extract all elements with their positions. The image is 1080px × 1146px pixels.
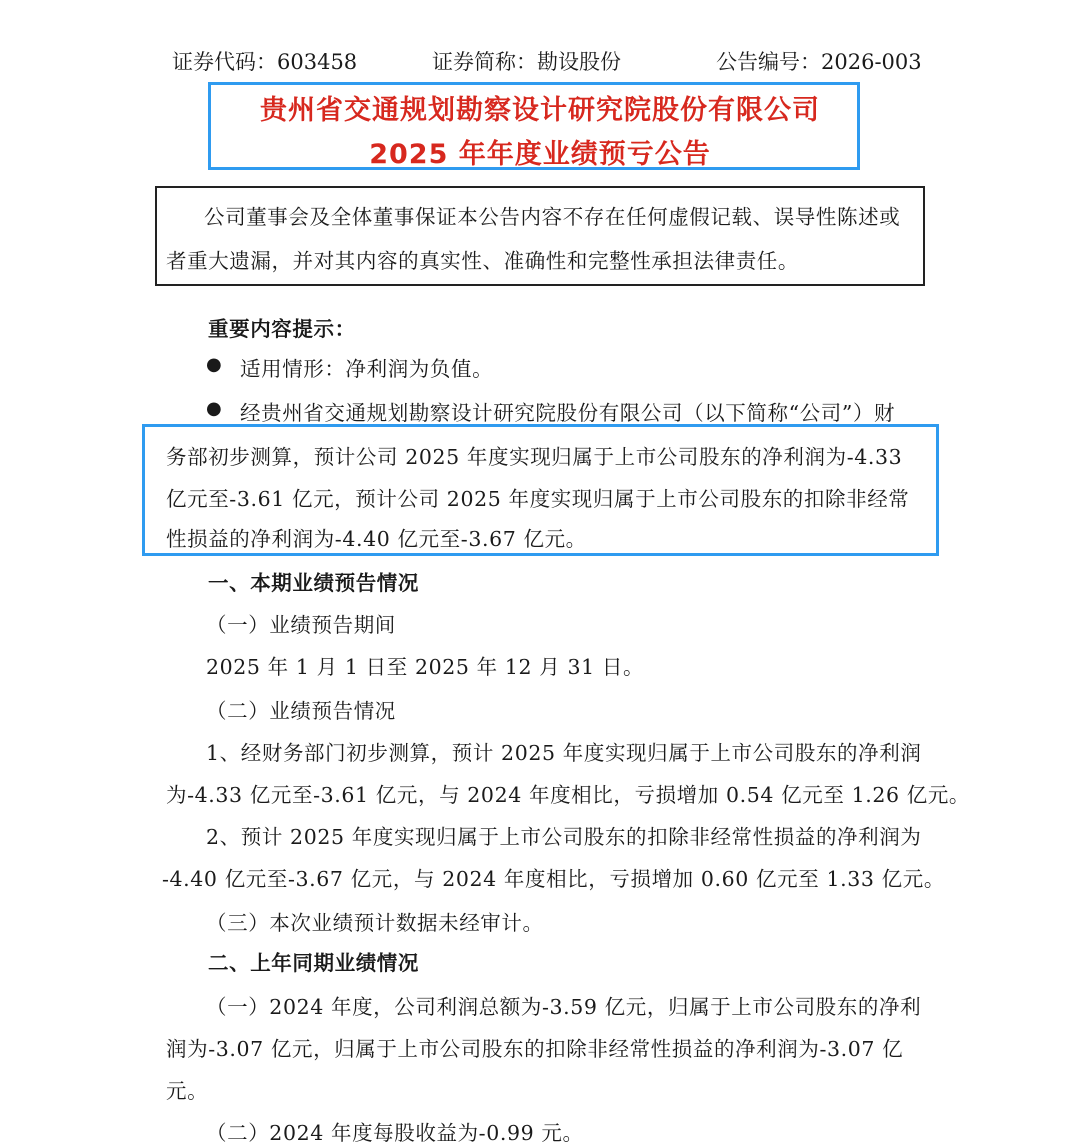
prior-p1-line2: 润为-3.07 亿元，归属于上市公司股东的扣除非经常性损益的净利润为-3.07 亿 xyxy=(166,1037,904,1061)
stock-code: 证券代码：603458 xyxy=(172,50,358,74)
forecast-p1-line1: 1、经财务部门初步测算，预计 2025 年度实现归属于上市公司股东的净利润 xyxy=(206,741,922,765)
prior-eps: （二）2024 年度每股收益为-0.99 元。 xyxy=(206,1121,584,1145)
bullet-icon: ● xyxy=(206,354,222,375)
forecast-p2-line2: -4.40 亿元至-3.67 亿元，与 2024 年度相比，亏损增加 0.60 亿元至 1.33 亿元。 xyxy=(162,867,945,891)
forecast-p2-line1: 2、预计 2025 年度实现归属于上市公司股东的扣除非经常性损益的净利润为 xyxy=(206,825,922,849)
section1-sub2: （二）业绩预告情况 xyxy=(206,699,396,723)
highlight-item-2-line2: 务部初步测算，预计公司 2025 年度实现归属于上市公司股东的净利润为-4.33 xyxy=(166,445,903,469)
prior-p1-line3: 元。 xyxy=(166,1079,209,1103)
highlight-item-1: 适用情形：净利润为负值。 xyxy=(240,357,494,381)
company-title: 贵州省交通规划勘察设计研究院股份有限公司 xyxy=(260,95,820,126)
highlights-heading: 重要内容提示： xyxy=(208,317,356,341)
section2-heading: 二、上年同期业绩情况 xyxy=(208,951,419,975)
section1-heading: 一、本期业绩预告情况 xyxy=(208,571,419,595)
board-statement-line2: 者重大遗漏，并对其内容的真实性、准确性和完整性承担法律责任。 xyxy=(166,249,799,273)
prior-p1-line1: （一）2024 年度，公司利润总额为-3.59 亿元，归属于上市公司股东的净利 xyxy=(206,995,922,1019)
section1-sub1: （一）业绩预告期间 xyxy=(206,613,396,637)
forecast-period: 2025 年 1 月 1 日至 2025 年 12 月 31 日。 xyxy=(206,655,645,679)
highlight-item-2-line1: 经贵州省交通规划勘察设计研究院股份有限公司（以下简称“公司”）财 xyxy=(240,401,896,425)
section1-sub3: （三）本次业绩预计数据未经审计。 xyxy=(206,911,544,935)
board-statement-line1: 公司董事会及全体董事保证本公告内容不存在任何虚假记载、误导性陈述或 xyxy=(204,205,901,229)
notice-title: 2025 年年度业绩预亏公告 xyxy=(369,139,711,170)
bullet-icon: ● xyxy=(206,398,222,419)
forecast-p1-line2: 为-4.33 亿元至-3.61 亿元，与 2024 年度相比，亏损增加 0.54 亿元至 1.26 亿元。 xyxy=(166,783,971,807)
stock-short-name: 证券简称：勘设股份 xyxy=(432,50,621,74)
highlight-item-2-line4: 性损益的净利润为-4.40 亿元至-3.67 亿元。 xyxy=(166,527,587,551)
notice-number: 公告编号：2026-003 xyxy=(716,50,922,74)
highlight-item-2-line3: 亿元至-3.61 亿元，预计公司 2025 年度实现归属于上市公司股东的扣除非经常 xyxy=(166,487,910,511)
